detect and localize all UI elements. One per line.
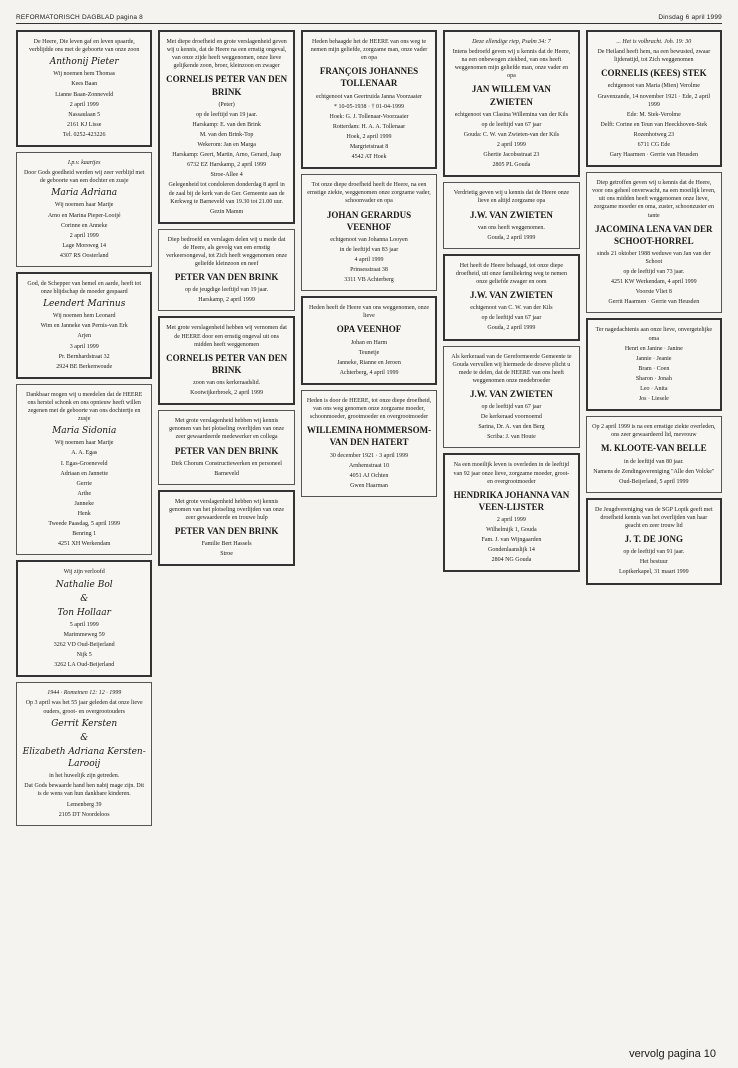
notice-detail: Achterberg, 4 april 1999	[339, 369, 399, 376]
notice-detail: 30 december 1921 · 3 april 1999	[329, 452, 409, 459]
notice-detail: Ghertie Jacobsstraat 23	[483, 152, 540, 159]
notice	[301, 390, 437, 497]
notice-detail: Wij noemen hem Leonard	[52, 313, 116, 320]
notice-name: OPA VEENHOF	[336, 324, 402, 335]
notice-detail: sinds 21 oktober 1988 weduwe van Jan van der Schoot	[597, 250, 711, 266]
notice-subname: (Peter)	[218, 101, 235, 108]
notice-detail: op de leeftijd van 73 jaar.	[623, 269, 685, 276]
notice-intro: Op 3 april was het 55 jaar geleden dat onze lieve ouders, groot- en overgrootouders	[25, 700, 143, 715]
notice-detail: 3262 LA Oud-Beijerland	[54, 662, 115, 669]
notice-name: CORNELIS PETER VAN DEN BRINK	[166, 74, 288, 97]
notice-detail: Rotterdam: H. A. A. Tollenaar	[332, 123, 406, 130]
notice-detail: Voorste Vliet 8	[635, 289, 672, 296]
notice-name: JOHAN GERARDUS VEENHOF	[326, 209, 412, 232]
notice-name: HENDRIKA JOHANNA VAN VEEN-LIJSTER	[453, 489, 570, 512]
notice-detail: 2 april 1999	[496, 516, 526, 523]
notice-detail: in het huwelijk zijn getreden.	[49, 773, 120, 780]
page-header	[16, 14, 722, 24]
notice-intro: De Jeugdvereniging van de SGP Lopik geeft met droefheid kennis van het overlijden van haar geacht en zeer trouw lid	[595, 506, 713, 530]
notice	[443, 453, 579, 572]
notice	[301, 30, 437, 169]
notice-detail: in de leeftijd van 80 jaar.	[624, 458, 684, 465]
notice-name: Gerrit Kersten	[51, 718, 118, 729]
notice-detail: Janneke	[74, 500, 94, 507]
notice-detail: Henk	[77, 511, 91, 518]
notice-detail: Dat Gods bewaarde hand hen nabij mage zijn. Dit is de wens van hun dankbare kinderen.	[24, 783, 145, 798]
notice-detail: Gezin Mamm	[210, 208, 244, 215]
header-left: REFORMATORISCH DAGBLAD pagina 8	[16, 14, 143, 21]
column-2	[158, 30, 294, 1040]
notice-detail: op de leeftijd van 67 jaar	[481, 404, 542, 411]
notice-detail: 4251 KW Werkendam, 4 april 1999	[611, 279, 697, 286]
column-1	[16, 30, 152, 1040]
notice-detail: 4251 XH Werkendam	[58, 541, 111, 548]
notice-name: PETER VAN DEN BRINK	[174, 445, 279, 456]
notice-detail: Jannie · Jeanie	[636, 355, 672, 362]
notice-detail: Adriaan en Jannette	[60, 470, 109, 477]
notice	[301, 296, 437, 385]
notice	[16, 560, 152, 677]
notice-detail: Arno en Marina Pieper-Looijé	[47, 212, 121, 219]
notice-detail: 2 april 1999	[496, 142, 526, 149]
notice-detail: I. Egas-Groeneveld	[60, 460, 108, 467]
notice-intro: Het heeft de Heere behaagd, tot onze diepe droefheid, uit onze familiekring weg te nemen onze geliefde zwager en oom	[455, 262, 567, 286]
notice-detail: Familie Bert Hassels	[201, 541, 252, 548]
notice-detail: Henri en Janine · Janine	[624, 345, 683, 352]
notice-detail: 2105 DT Noordeloos	[58, 811, 110, 818]
notice-detail: 3262 VD Oud-Beijerland	[53, 642, 115, 649]
notice-detail: Leo · Anita	[640, 386, 668, 393]
notice-detail: Stroe-Allee 4	[210, 172, 243, 179]
notice-name: M. KLOOTE-VAN BELLE	[601, 443, 707, 454]
notice	[16, 682, 152, 825]
notice-detail: Fam. J. van Wijngaarden	[481, 537, 542, 544]
notice	[586, 30, 722, 167]
notice-detail: Harskamp: E. van den Brink	[192, 121, 261, 128]
notice-intro: Intens bedroefd geven wij u kennis dat de Heere, na een onbewogen ziekbed, van ons heeft weggenomen mijn geliefde man, onze vader en opa	[452, 49, 571, 80]
notice-intro: Dankbaar mogen wij u meedelen dat de HEERE ons herstel schonk en ons opnieuw heeft willen zegenen met de geboorte van ons dochtertje en zusje	[26, 391, 143, 423]
notice	[586, 172, 722, 313]
notice	[16, 30, 152, 147]
notice-detail: op de jeugdige leeftijd van 19 jaar.	[185, 287, 269, 294]
notice-detail: Janneke, Rianne en Jeroen	[337, 359, 401, 366]
notice-detail: Harskamp, 2 april 1999	[198, 297, 255, 304]
notice-detail: Stroe	[220, 551, 233, 558]
notice-intro: Diep getroffen geven wij u kennis dat de Heere, voor ons geheel onverwacht, na een moeilijk leven, uit ons midden heeft weggenomen onze lieve, zorgzame moeder en oma, zuster, schoonzuster en tante	[592, 180, 716, 219]
columns	[16, 30, 722, 1040]
notice-intro: Ter nagedachtenis aan onze lieve, onvergetelijke oma	[595, 327, 713, 342]
notice-detail: zoon van ons kerkeraadslid.	[193, 380, 261, 387]
notice	[16, 272, 152, 379]
continued-notice: vervolg pagina 10	[629, 1048, 716, 1060]
notice-name: J.W. VAN ZWIETEN	[469, 290, 553, 301]
notice-detail: 3 april 1999	[69, 343, 99, 350]
notice	[443, 182, 579, 249]
notice-name: Nathalie Bol	[55, 579, 113, 590]
notice-intro: 1944 · Romeinen 12: 12 · 1999	[47, 690, 122, 697]
notice-name-2: Ton Hollaar	[57, 607, 111, 618]
notice-detail: Tweede Paasdag, 5 april 1999	[48, 521, 121, 528]
notice-detail: Arjen	[77, 333, 92, 340]
notice-detail: Pr. Bernhardstraat 32	[58, 353, 110, 360]
notice-detail: Gerrie	[76, 480, 92, 487]
notice-detail: Gouda, 2 april 1999	[487, 234, 536, 241]
notice-detail: Wij noemen hem Thomas	[53, 71, 116, 78]
notice-detail: Delft: Corine en Teun van Heeckhoven-Stek	[600, 121, 708, 128]
notice-detail: Namens de Zendingsvereniging "Alle den Volcke"	[593, 468, 715, 475]
notice-name-2: Elizabeth Adriana Kersten-Larooij	[22, 746, 146, 770]
notice	[16, 152, 152, 267]
notice-detail: echtgenoot van C. W. van der Kils	[470, 305, 553, 312]
notice-detail: Bram · Coen	[638, 365, 670, 372]
notice-intro: Verdrietig geven wij u kennis dat de Heere onze lieve en altijd zorgzame opa	[453, 190, 570, 205]
notice	[158, 30, 294, 224]
notice	[158, 490, 294, 567]
notice-detail: Gondenlaanslijk 14	[488, 547, 535, 554]
notice	[586, 416, 722, 493]
notice-intro: Als kerkeraad van de Gereformeerde Gemeente te Gouda vervullen wij hiermede de droeve plicht u mede te delen, dat de HEERE van ons heeft weggenomen onze medebroeder	[451, 353, 572, 384]
notice-detail: Jos · Liesele	[638, 396, 669, 403]
notice-detail: in de leeftijd van 83 jaar	[339, 246, 399, 253]
notice-intro: Met grote verslagenheid hebben wij kennis genomen van het plotseling overlijden van onze zeer gewaardeerde en trouwe hulp	[169, 498, 285, 522]
notice-intro: Wij zijn verloofd	[63, 569, 105, 576]
column-5	[586, 30, 722, 1040]
notice-detail: Hoek, 2 april 1999	[346, 133, 392, 140]
notice-detail: Arnhemstraat 10	[348, 462, 390, 469]
notice-detail: Teunetje	[358, 349, 380, 356]
notice-name: Anthonij Pieter	[49, 57, 119, 68]
notice-detail: 2924 BE Berkenwoude	[56, 363, 113, 370]
notice-intro: Heden heeft de Heere van ons weggenomen, onze lieve	[309, 305, 429, 320]
notice	[301, 174, 437, 291]
notice-detail: Margrietstraat 8	[349, 144, 389, 151]
notice-detail: 4051 AJ Ochten	[349, 472, 389, 479]
notice-detail: 2805 PL Gouda	[492, 162, 531, 169]
notice-detail: 2161 KJ Lisse	[67, 121, 102, 128]
notice	[158, 229, 294, 312]
notice-intro: ... Het is volbracht. Joh. 19: 30	[616, 39, 692, 45]
notice-intro: De Heere, Die leven gaf en leven spaarde, verblijdde ons met de geboorte van onze zoon	[28, 39, 140, 54]
notice-detail: * 10-05-1938 · † 01-04-1999	[334, 103, 405, 110]
notice	[586, 318, 722, 411]
notice-detail: Dirk Chorum Constructiewerken en personeel	[171, 460, 282, 467]
notice	[443, 254, 579, 341]
notice-detail: Barneveld	[214, 470, 239, 477]
notice-detail: 6732 EZ Harskamp, 2 april 1999	[187, 162, 267, 169]
notice-detail: Gary Haarmen · Gerrie van Heusden	[609, 152, 699, 159]
header-right: Dinsdag 6 april 1999	[658, 14, 722, 21]
notice-detail: echtgenoot van Geertruida Janna Voorzaaier	[315, 93, 423, 100]
notice-detail: Lemenberg 39	[66, 801, 102, 808]
notice-detail: 4542 AT Hoek	[351, 154, 387, 161]
notice-intro: Door Gods goedheid werden wij zeer verblijd met de geboorte van een dochter en zusje	[23, 170, 145, 185]
notice	[443, 346, 579, 449]
notice-intro: Deze ellendige riep, Psalm 34: 7	[472, 39, 551, 45]
notice-detail: echtgenoot van Johanna Looyen	[330, 236, 408, 243]
notice-detail: op de leeftijd van 91 jaar.	[623, 549, 685, 556]
notice-detail: A. A. Egas	[71, 450, 98, 457]
notice-detail: Kootwijkerbroek, 2 april 1999	[190, 390, 264, 397]
ampersand: &	[80, 732, 89, 743]
notice-detail: Scriba: J. van Houte	[487, 434, 536, 441]
notice-name: J.W. VAN ZWIETEN	[469, 388, 553, 399]
column-4	[443, 30, 579, 1040]
notice-name: Maria Sidonia	[52, 426, 117, 437]
notice-detail: Rozenhotweg 23	[633, 131, 675, 138]
notice-detail: Ede: M. Stek-Verolme	[626, 111, 681, 118]
notice-intro: De Heiland heeft hem, na een bewusted, zwaar lijdenstijd, tot Zich weggenomen	[597, 49, 711, 64]
notice-intro: Met grote verslagenheid hebben wij kennis genomen van het plotseling overlijden van onze zeer gewaardeerde medewerker en collega	[169, 418, 285, 441]
notice-detail: van ons heeft weggenomen.	[477, 224, 545, 231]
notice-detail: Hoek: G. J. Tollenaar-Voorzaaier	[329, 113, 409, 120]
notice-detail: 6711 CG Ede	[637, 141, 671, 148]
notice-detail: echtgenoot van Clasina Willemina van der Kils	[454, 111, 569, 118]
notice	[443, 30, 579, 177]
notice-name: Maria Adriana	[51, 188, 118, 199]
notice-detail: 4307 RS Oosterland	[59, 252, 109, 259]
notice-name: J.W. VAN ZWIETEN	[469, 209, 553, 220]
notice-detail: 2 april 1999	[69, 232, 99, 239]
notice-intro: Heden behaagde het de HEERE van ons weg te nemen mijn geliefde, zorgzame man, onze vader en opa	[310, 39, 428, 62]
notice-detail: Gravenzande, 14 november 1921 · Ede, 2 april 1999	[597, 93, 711, 108]
notice-detail: 3311 VB Achterberg	[344, 277, 394, 284]
notice-detail: op de leeftijd van 19 jaar.	[196, 111, 258, 118]
notice-detail: echtgenoot van Maria (Mien) Verolme	[607, 83, 700, 90]
notice-intro: Met grote verslagenheid hebben wij vernomen dat de HEERE door een ernstig ongeval uit ons midden heeft weggenomen	[166, 325, 287, 348]
notice	[158, 410, 294, 485]
notice-name: JAN WILLEM VAN ZWIETEN	[471, 84, 551, 107]
notice-detail: op de leeftijd van 67 jaar	[481, 121, 542, 128]
notice	[16, 384, 152, 556]
notice-name: CORNELIS (KEES) STEK	[601, 68, 707, 79]
notice-detail: Kees Baan	[71, 81, 98, 88]
notice-detail: Wij noemen haar Marije	[54, 440, 114, 447]
notice-detail: Benring 1	[72, 531, 97, 538]
notice-intro: Met diepe droefheid en grote verslagenheid geven wij u kennis, dat de Heere na een ernstig ongeval, van onze zijde heeft weggenomen, onze lieve gelijkende zoon, broer, kleinzoon en zwager	[166, 39, 287, 70]
notice-detail: Nassaulaan 5	[68, 111, 101, 118]
notice-detail: De kerkeraad voornoemd	[480, 414, 542, 421]
notice-detail: Harskamp: Geert, Martin, Arno, Gerard, Jaap	[172, 152, 281, 159]
notice-detail: Marimmeweg 59	[63, 632, 105, 639]
notice-detail: Corinne en Anneke	[61, 222, 108, 229]
notice-detail: Gwen Haarman	[350, 482, 388, 489]
notice-detail: Gerrit Haarmen · Gerrie van Heusden	[608, 299, 700, 306]
column-3	[301, 30, 437, 1040]
notice-detail: Prinsesstraat 38	[350, 267, 388, 274]
notice-detail: Johan en Harm	[350, 339, 388, 346]
notice-detail: Sharon · Jonah	[635, 375, 672, 382]
notice-detail: Wim en Janneke van Pernis-van Erk	[40, 323, 128, 330]
notice-name: FRANÇOIS JOHANNES TOLLENAAR	[319, 66, 419, 89]
notice-detail: Wij noemen haar Marije	[54, 202, 114, 209]
notice-intro: Na een moeilijk leven is overleden in de leeftijd van 92 jaar onze lieve, zorgzame moeder, groot- en overgrootmoeder	[453, 462, 570, 485]
notice-intro: Tot onze diepe droefheid heeft de Heere, na een ernstige ziekte, weggenomen onze zorgzame vader, schoonvader en opa	[307, 182, 431, 205]
notice-intro: Diep bedroefd en verslagen delen wij u mede dat de Heere, als gevolg van een ernstig verkeersongeval, tot Zich heeft weggenomen onze geliefde kleinzoon en neef	[166, 236, 288, 268]
notice-detail: 2 april 1999	[69, 101, 99, 108]
notice	[586, 498, 722, 585]
notice-name: Leendert Marinus	[43, 299, 126, 310]
notice-detail: Oud-Beijerland, 5 april 1999	[619, 478, 689, 485]
notice-detail: Gouda, 2 april 1999	[487, 325, 536, 332]
ampersand: &	[80, 593, 89, 604]
notice-detail: M. van den Brink-Top	[199, 131, 254, 138]
notice-name: JACOMINA LENA VAN DER SCHOOT-HORREL	[595, 223, 713, 246]
notice-detail: Wekerom: Jan en Marga	[197, 142, 256, 149]
notice-detail: 4 april 1999	[354, 256, 384, 263]
notice-detail: Gouda: C. W. van Zwieten-van der Kils	[463, 131, 560, 138]
notice-intro: I.p.v. kaartjes	[67, 159, 101, 166]
notice-detail: Lianne Baan-Zonneveld	[55, 91, 114, 98]
notice-detail: Lopikerkapel, 31 maart 1999	[619, 569, 689, 576]
notice-intro: Op 2 april 1999 is na een ernstige ziekte overleden, ons zeer gewaardeerd lid, mevrouw	[592, 424, 716, 439]
notice-name: CORNELIS PETER VAN DEN BRINK	[166, 352, 288, 375]
notice-name: WILLEMINA HOMMERSOM-VAN DEN HATERT	[306, 425, 432, 448]
notice-intro: God, de Schepper van hemel en aarde, heeft tot onze blijdschap de moeder gespaard	[27, 280, 142, 296]
notice	[158, 316, 294, 405]
notice-intro: Heden is door de HEERE, tot onze diepe droefheid, van ons weg genomen onze zorgzame moeder, schoonmoeder, grootmoeder en overgrootmoeder	[306, 397, 432, 421]
notice-detail: 2804 NG Gouda	[491, 557, 532, 564]
notice-detail: Arthe	[77, 490, 92, 497]
notice-detail: Tel. 0252-423226	[62, 131, 106, 138]
notice-detail: Nijk 5	[76, 652, 92, 659]
notice-detail: Het bestuur	[639, 559, 668, 566]
notice-detail: Wilhelmijk 1, Gouda	[486, 527, 537, 534]
notice-detail: op de leeftijd van 67 jaar	[481, 315, 542, 322]
notice-name: PETER VAN DEN BRINK	[174, 526, 279, 537]
notice-name: J. T. DE JONG	[624, 534, 684, 545]
notice-detail: 5 april 1999	[69, 621, 99, 628]
notice-detail: Gelegenheid tot condoleren donderdag 8 april in de zaal bij de kerk van de Ger. Gemeente aan de Kerkweg te Barneveld van 19.30 tot 21.00 uur.	[168, 182, 285, 205]
notice-name: PETER VAN DEN BRINK	[174, 272, 279, 283]
notice-detail: Lage Morsweg 14	[62, 242, 107, 249]
notice-detail: Sarina, Dr. A. van den Berg	[478, 424, 545, 431]
